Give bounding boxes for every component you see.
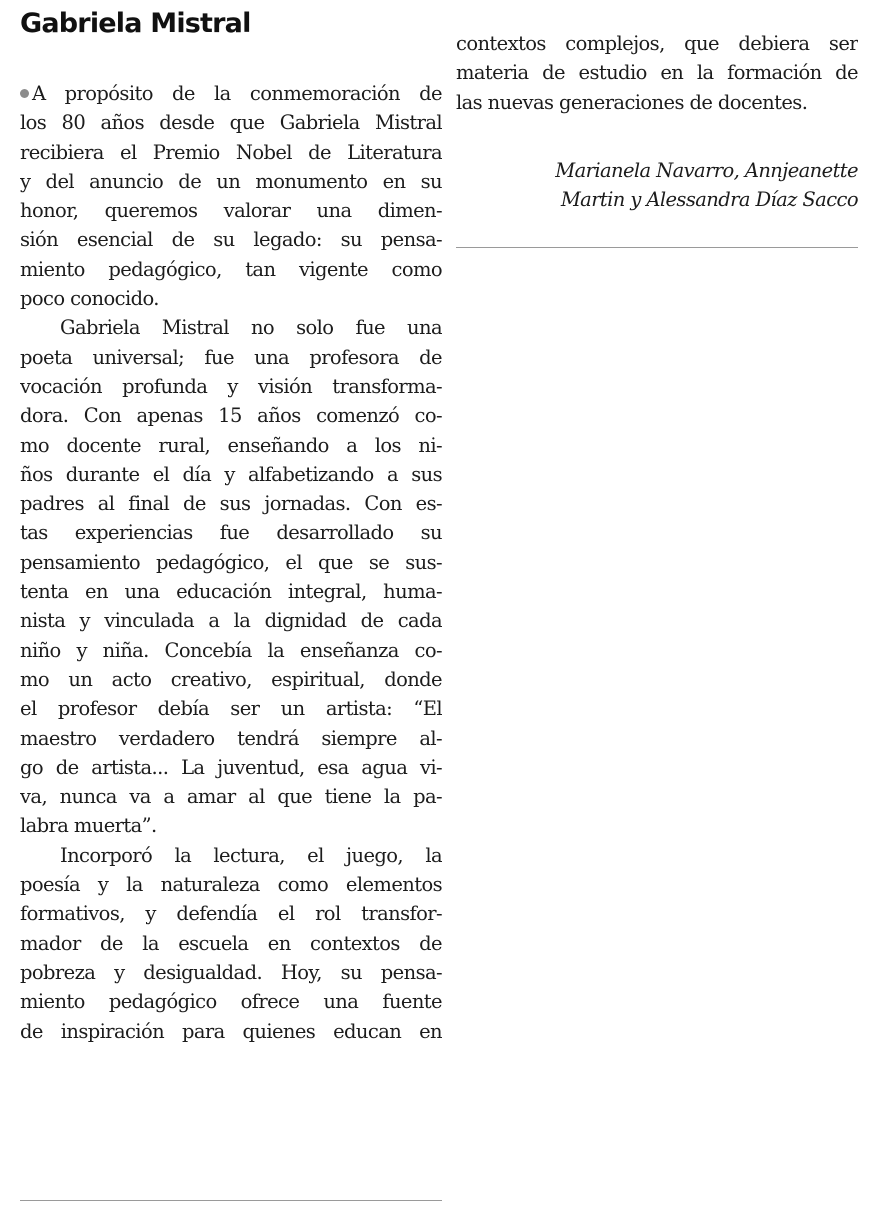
line-text: honor, queremos valorar una dimen- bbox=[20, 199, 442, 223]
line-text: miento pedagógico ofrece una fuente bbox=[20, 990, 442, 1014]
line-text: dora. Con apenas 15 años comenzó co- bbox=[20, 404, 442, 428]
text-line bbox=[20, 811, 442, 840]
text-line bbox=[20, 401, 442, 430]
line-text: tas experiencias fue desarrollado su bbox=[20, 521, 442, 545]
line-text: vocación profunda y visión transforma- bbox=[20, 374, 442, 398]
line-text: A propósito de la conmemoración de bbox=[32, 82, 442, 105]
article-title: Gabriela Mistral bbox=[20, 8, 251, 39]
signature-line: Martin y Alessandra Díaz Sacco bbox=[560, 188, 858, 212]
text-line bbox=[20, 431, 442, 460]
line-text: niño y niña. Concebía la enseñanza co- bbox=[20, 638, 442, 662]
left-column-text bbox=[20, 79, 442, 1046]
line-text: mo docente rural, enseñando a los ni- bbox=[20, 433, 442, 457]
line-text: y del anuncio de un monumento en su bbox=[20, 169, 442, 193]
line-text: miento pedagógico, tan vigente como bbox=[20, 257, 442, 281]
text-line bbox=[20, 196, 442, 225]
text-line bbox=[20, 577, 442, 606]
text-line bbox=[20, 665, 442, 694]
signature-line: Marianela Navarro, Annjeanette bbox=[555, 159, 858, 182]
text-line bbox=[20, 138, 442, 167]
line-text: poeta universal; fue una profesora de bbox=[20, 345, 442, 369]
bullet-icon bbox=[20, 89, 29, 98]
text-line bbox=[20, 694, 442, 723]
text-line bbox=[20, 460, 442, 489]
text-line bbox=[20, 958, 442, 987]
right-column-text bbox=[456, 29, 858, 117]
text-line bbox=[20, 841, 442, 870]
text-line bbox=[20, 255, 442, 284]
text-line bbox=[20, 548, 442, 577]
text-line bbox=[20, 167, 442, 196]
text-line bbox=[20, 870, 442, 899]
text-line bbox=[20, 606, 442, 635]
text-line bbox=[20, 724, 442, 753]
text-line bbox=[20, 372, 442, 401]
text-line bbox=[20, 1017, 442, 1046]
text-line bbox=[456, 58, 858, 87]
line-text: contextos complejos, que debiera ser bbox=[456, 32, 858, 55]
line-text: mo un acto creativo, espiritual, donde bbox=[20, 667, 442, 691]
text-line bbox=[20, 782, 442, 811]
text-line bbox=[20, 225, 442, 254]
line-text: ños durante el día y alfabetizando a sus bbox=[20, 462, 442, 486]
text-line bbox=[20, 489, 442, 518]
text-line bbox=[20, 343, 442, 372]
line-text: las nuevas generaciones de docentes. bbox=[456, 90, 808, 114]
line-text: go de artista... La juventud, esa agua vi- bbox=[20, 755, 442, 779]
line-text: el profesor debía ser un artista: “El bbox=[20, 697, 442, 721]
line-text: poesía y la naturaleza como elementos bbox=[20, 873, 442, 897]
line-text: sión esencial de su legado: su pensa- bbox=[20, 228, 442, 252]
line-text: Incorporó la lectura, el juego, la bbox=[60, 843, 442, 867]
text-line bbox=[20, 987, 442, 1016]
line-text: tenta en una educación integral, huma- bbox=[20, 580, 442, 604]
line-text: Gabriela Mistral no solo fue una bbox=[60, 316, 442, 340]
line-text: maestro verdadero tendrá siempre al- bbox=[20, 726, 442, 750]
line-text: labra muerta”. bbox=[20, 814, 157, 838]
text-line bbox=[20, 899, 442, 928]
line-text: pobreza y desigualdad. Hoy, su pensa- bbox=[20, 960, 442, 984]
line-text: mador de la escuela en contextos de bbox=[20, 931, 442, 955]
text-line bbox=[20, 284, 442, 313]
text-line bbox=[20, 929, 442, 958]
text-line bbox=[20, 108, 442, 137]
text-line bbox=[456, 88, 858, 117]
line-text: materia de estudio en la formación de bbox=[456, 61, 858, 85]
line-text: pensamiento pedagógico, el que se sus- bbox=[20, 550, 442, 574]
line-text: poco conocido. bbox=[20, 287, 159, 311]
line-text: padres al final de sus jornadas. Con es- bbox=[20, 492, 442, 516]
divider-rule bbox=[20, 1200, 442, 1201]
line-text: recibiera el Premio Nobel de Literatura bbox=[20, 140, 442, 164]
line-text: de inspiración para quienes educan en bbox=[20, 1019, 442, 1043]
line-text: los 80 años desde que Gabriela Mistral bbox=[20, 111, 442, 135]
signature bbox=[456, 156, 858, 215]
text-line bbox=[20, 79, 442, 108]
line-text: nista y vinculada a la dignidad de cada bbox=[20, 609, 442, 633]
text-line bbox=[456, 29, 858, 58]
text-line bbox=[20, 313, 442, 342]
text-line bbox=[20, 636, 442, 665]
text-line bbox=[20, 753, 442, 782]
line-text: va, nunca va a amar al que tiene la pa- bbox=[20, 785, 442, 809]
text-line bbox=[20, 518, 442, 547]
divider-rule bbox=[456, 247, 858, 248]
line-text: formativos, y defendía el rol transfor- bbox=[20, 902, 442, 926]
